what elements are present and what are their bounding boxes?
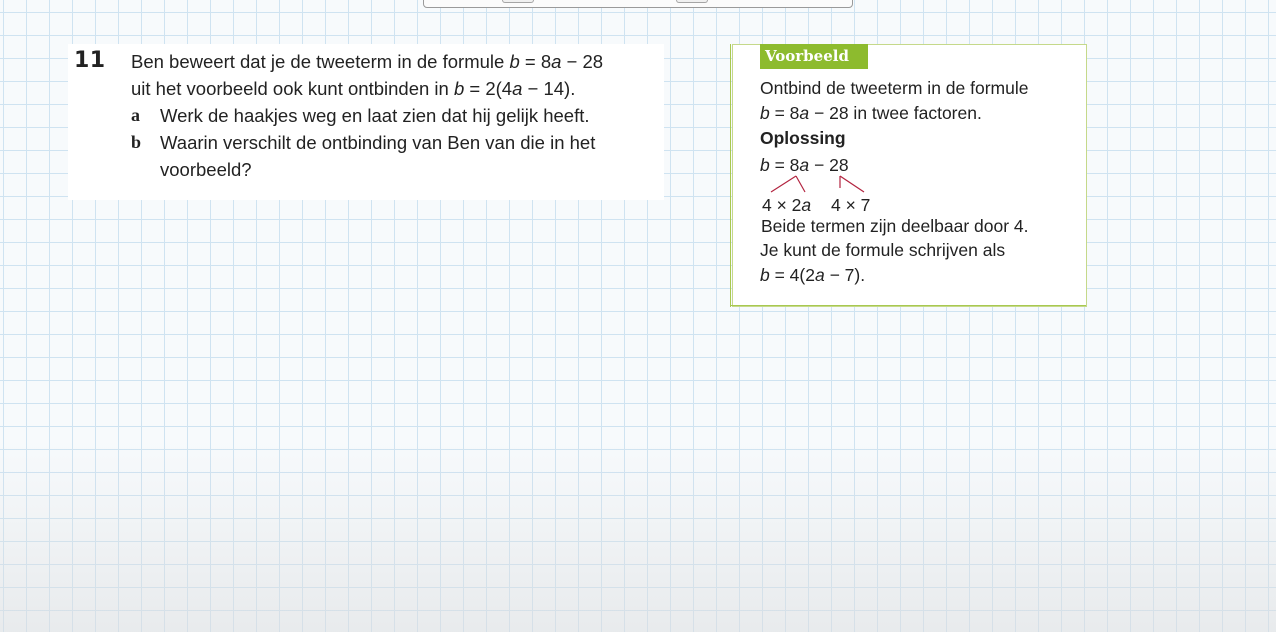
part-a-letter: a xyxy=(131,105,140,125)
toolbar-button-left[interactable] xyxy=(502,0,534,3)
example-formula: b = 8a − 28 xyxy=(760,155,849,175)
factor-line-left-b xyxy=(796,176,805,192)
part-b-letter: b xyxy=(131,132,142,152)
part-b-text-line-2: voorbeeld? xyxy=(160,159,252,180)
factor-right: 4 × 7 xyxy=(831,195,871,215)
example-box-left-rule xyxy=(730,44,731,307)
toolbar-button-right[interactable] xyxy=(676,0,708,3)
example-task-line-2: b = 8a − 28 in twee factoren. xyxy=(760,103,982,123)
factor-line-right-b xyxy=(840,176,864,192)
solution-heading: Oplossing xyxy=(760,128,846,148)
example-conclusion-line-3: b = 4(2a − 7). xyxy=(760,265,866,285)
exercise-intro-line-2: uit het voorbeeld ook kunt ontbinden in b = 2(4a − 14). xyxy=(131,78,576,99)
example-task-line-1: Ontbind de tweeterm in de formule xyxy=(760,78,1029,98)
example-box-bottom-rule xyxy=(730,305,1086,306)
part-a-text: Werk de haakjes weg en laat zien dat hij gelijk heeft. xyxy=(160,105,590,126)
example-conclusion-line-1: Beide termen zijn deelbaar door 4. xyxy=(761,216,1029,236)
example-tag: Voorbeeld xyxy=(760,44,868,69)
factor-line-left-a xyxy=(771,176,796,192)
exercise-number: 11 xyxy=(74,48,106,73)
exercise-intro-line-1: Ben beweert dat je de tweeterm in de formule b = 8a − 28 xyxy=(131,51,604,72)
example-conclusion-line-2: Je kunt de formule schrijven als xyxy=(760,240,1006,260)
part-b-text-line-1: Waarin verschilt de ontbinding van Ben van die in het xyxy=(160,132,596,153)
factorization-lines xyxy=(760,172,880,196)
factor-left: 4 × 2a xyxy=(762,195,812,215)
viewer-toolbar xyxy=(423,0,853,8)
